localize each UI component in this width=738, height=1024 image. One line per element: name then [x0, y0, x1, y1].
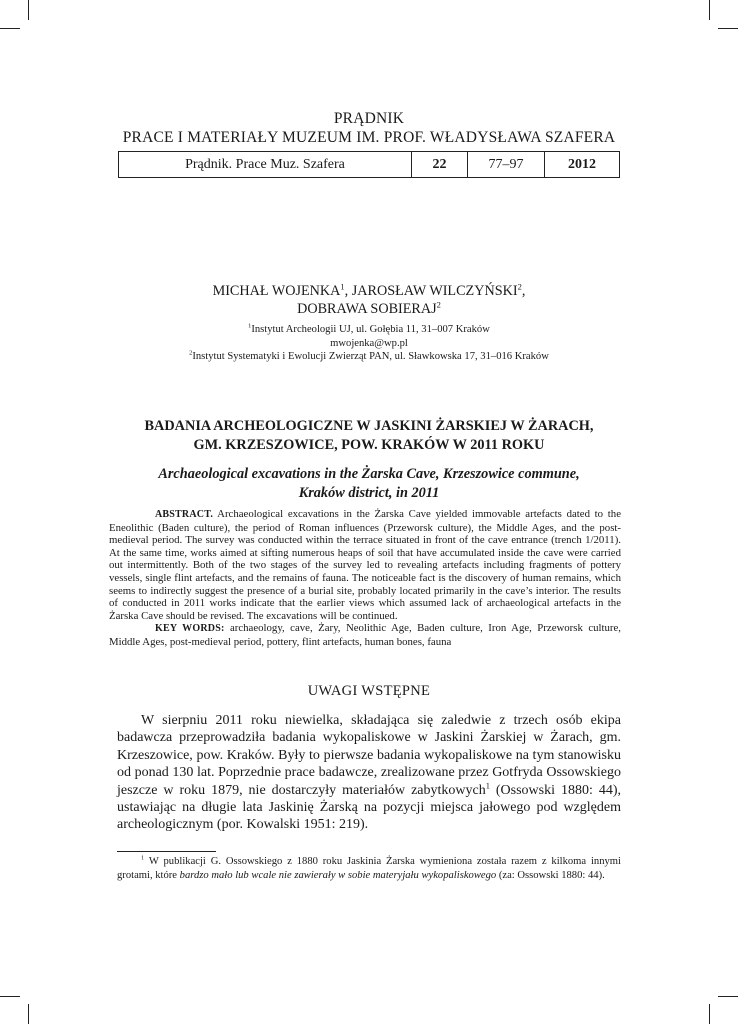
citation-pages: 77–97: [468, 152, 545, 178]
author-name: MICHAŁ WOJENKA: [212, 283, 341, 299]
author-name: DOBRAWA SOBIERAJ: [297, 301, 437, 317]
authors: [0, 282, 738, 318]
journal-title: [0, 109, 738, 147]
crop-mark: [28, 0, 29, 20]
affiliation: $^2$Instytut Systematyki i Ewolucji Zwierząt PAN, ul. Sławkowska 17, 31–016 Kraków: [189, 349, 549, 362]
crop-mark: [718, 996, 738, 997]
section-heading: UWAGI WSTĘPNE: [307, 683, 431, 699]
footnote: $^1$ W publikacji G. Ossowskiego z 1880 roku Jaskinia Żarska wymieniona została razem z kilkoma innymi grotami, które bardzo mało lub wcale nie zawierały w sobie materyjału wykopaliskowego (za: Ossowski 1880: 44).: [117, 854, 621, 881]
journal-subtitle: PRACE I MATERIAŁY MUZEUM IM. PROF. WŁADYSŁAWA SZAFERA: [122, 129, 616, 146]
author-name: JAROSŁAW WILCZYŃSKI: [351, 283, 518, 299]
crop-mark: [0, 996, 20, 997]
paragraph: W sierpniu 2011 roku niewielka, składająca się zaledwie z trzech osób ekipa badawcza przeprowadziła badania wykopaliskowe w Jaskini Żarskiej w Żarach, gm. Krzeszowice, pow. Kraków. Były to pierwsze badania wykopaliskowe na tym stanowisku od ponad 130 lat. Poprzednie prace badawcze, zrealizowane przez Gotfryda Ossowskiego jeszcze w roku 1879, nie dostarczyły materiałów zabytkowych$^1$ (Ossowski 1880: 44), ustawiając na długie lata Jaskinię Żarską na pozycji miejsca jałowego pod względem archeologicznym (por. Kowalski 1951: 219).: [117, 713, 622, 833]
article-title-en: Archaeological excavations in the Żarska Cave, Krzeszowice commune, Kraków district, in 2011: [158, 466, 580, 501]
journal-name: PRĄDNIK: [333, 110, 405, 127]
article-title-pl: BADANIA ARCHEOLOGICZNE W JASKINI ŻARSKIEJ W ŻARACH, GM. KRZESZOWICE, POW. KRAKÓW W 2011 ROKU: [144, 418, 594, 453]
keywords-label: KEY WORDS:: [155, 623, 225, 635]
citation-table: [118, 151, 620, 178]
body-text: [117, 712, 621, 834]
authors-line-2: DOBRAWA SOBIERAJ$^2$: [297, 299, 441, 317]
abstract-label: ABSTRACT.: [155, 509, 214, 520]
crop-mark: [28, 1004, 29, 1024]
crop-mark: [718, 28, 738, 29]
author-email: mwojenka@wp.pl: [330, 337, 408, 349]
citation-year: 2012: [545, 152, 620, 178]
crop-mark: [709, 1004, 710, 1024]
footnote-divider: [117, 851, 216, 852]
abstract-text: ABSTRACT. Archaeological excavations in the Żarska Cave yielded immovable artefacts dated to the Eneolithic (Baden culture), the period of Roman influences (Przeworsk culture), the Middle Ages, and the post-medieval period. The survey was conducted within the terrace situated in front of the cave entrance (trench 1/2011). At the same time, works aimed at sifting numerous heaps of soil that have accumulated inside the cave were carried out intermittently. Both of the two stages of the survey led to revealing artefacts including fragments of pottery vessels, single flint artefacts, and the remains of fauna. The noticeable fact is the discovery of human remains, which seems to indirectly suggest the presence of a burial site, probably located primarily in the cave’s interior. The results of conducted in 2011 works indicate that the earlier views which assumed lack of archaeological artefacts in the Żarska Cave should be revised. The excavations will be continued.: [109, 508, 621, 622]
citation-journal: Prądnik. Prace Muz. Szafera: [119, 152, 412, 178]
affiliations: [0, 323, 738, 364]
crop-mark: [0, 28, 20, 29]
footnote-ref: 1: [485, 780, 490, 790]
crop-mark: [709, 0, 710, 20]
abstract: [109, 508, 621, 649]
citation-volume: 22: [412, 152, 468, 178]
affiliation: $^1$Instytut Archeologii UJ, ul. Gołębia 11, 31–007 Kraków: [248, 322, 490, 335]
authors-line-1: MICHAŁ WOJENKA$^1$, JAROSŁAW WILCZYŃSKI$^2$,: [212, 281, 526, 299]
keywords: KEY WORDS: archaeology, cave, Żary, Neolithic Age, Baden culture, Iron Age, Przeworsk culture, Middle Ages, post-medieval period, pottery, flint artefacts, human bones, fauna: [109, 622, 622, 648]
